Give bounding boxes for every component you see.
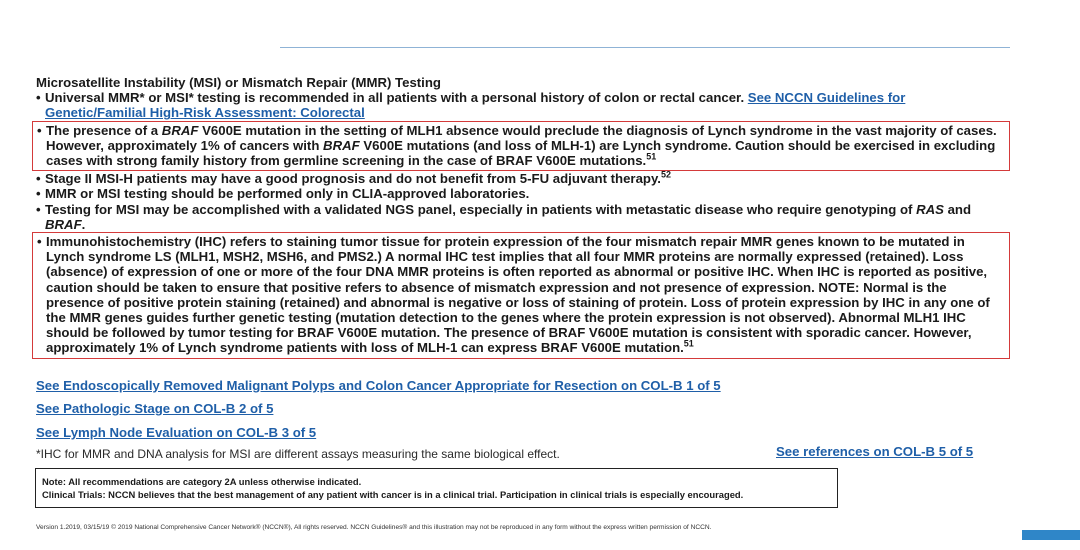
bullet-text: Universal MMR* or MSI* testing is recommended in all patients with a personal history of colon or rectal cancer.: [45, 90, 748, 106]
ihc-footnote: *IHC for MMR and DNA analysis for MSI are different assays measuring the same biological effect.: [36, 447, 560, 461]
gene-name: BRAF: [323, 137, 360, 153]
note-clinical-trials: Clinical Trials: NCCN believes that the best management of any patient with cancer is in a clinical trial. Participation in clinical trials is especially encouraged.: [42, 489, 744, 500]
link-references[interactable]: See references on COL-B 5 of 5: [776, 444, 974, 459]
bullet-text: Testing for MSI may be accomplished with a validated NGS panel, especially in patients with metastatic disease who require genotyping of: [45, 201, 917, 217]
bullet-clia: [36, 186, 996, 201]
reference-marker: 51: [646, 151, 657, 162]
bullet-dot: •: [36, 90, 41, 106]
gene-name: RAS: [916, 201, 944, 217]
bullet-ihc-highlight: [32, 232, 1010, 359]
header-divider: [280, 47, 1010, 48]
bullet-ngs-panel: [36, 202, 996, 232]
link-lymph-node-evaluation[interactable]: See Lymph Node Evaluation on COL-B 3 of 5: [36, 425, 317, 440]
version-copyright: Version 1.2019, 03/15/19 © 2019 National Comprehensive Cancer Network® (NCCN®), All rights reserved. NCCN Guidelines® and this illustration may not be reproduced in any form without the express written permission of NCCN.: [36, 524, 712, 531]
note-box: [35, 468, 838, 508]
note-category: Note: All recommendations are category 2A unless otherwise indicated.: [42, 476, 362, 487]
bullet-dot: •: [37, 234, 42, 250]
link-malignant-polyps[interactable]: See Endoscopically Removed Malignant Polyps and Colon Cancer Appropriate for Resection on COL-B 1 of 5: [36, 378, 721, 393]
bullet-dot: •: [36, 201, 41, 217]
bullet-text: Stage II MSI-H patients may have a good prognosis and do not benefit from 5-FU adjuvant therapy.: [45, 171, 661, 187]
section-title: Microsatellite Instability (MSI) or Mismatch Repair (MMR) Testing: [36, 75, 441, 90]
bullet-dot: •: [36, 186, 41, 202]
bullet-text: and: [943, 201, 972, 217]
bullet-universal-testing: [36, 90, 996, 120]
gene-name: BRAF: [161, 122, 199, 138]
bullet-dot: •: [37, 122, 42, 138]
bullet-dot: •: [36, 171, 41, 187]
msi-mmr-section: [36, 75, 996, 359]
reference-marker: 51: [683, 339, 694, 350]
bullet-text: V600E mutation in the setting of MLH1 absence would preclude the diagnosis of Lynch syndrome in the vast majority of cases. However, approximately 1% of cancers with: [46, 122, 997, 153]
bullet-text: The presence of a: [46, 122, 162, 138]
reference-marker: 52: [660, 169, 671, 180]
bullet-text: MMR or MSI testing should be performed only in CLIA-approved laboratories.: [45, 186, 530, 202]
bullet-text: Immunohistochemistry (IHC) refers to staining tumor tissue for protein expression of the four mismatch repair MMR genes known to be mutated in Lynch syndrome LS (MLH1, MSH2, MSH6, and PMS2.) A normal IHC test implies that all four MMR proteins are normally expressed (retained). Loss (absence) of expression of one or more of the four DNA MMR proteins is often reported as abnormal or positive IHC. When IHC is reported as positive, caution should be taken to ensure that positive refers to absence of mismatch expression and not presence of expression. NOTE: Normal is the presence of positive protein staining (retained) and abnormal is negative or loss of staining of protein. Loss of protein expression by IHC in any one of the MMR genes guides further genetic testing (mutation detection to the genes where the protein expression is not observed). Abnormal MLH1 IHC should be followed by tumor testing for BRAF V600E mutation. The presence of BRAF V600E mutation is consistent with sporadic cancer. However, approximately 1% of Lynch syndrome patients with loss of MLH-1 can express BRAF V600E mutation.: [46, 234, 990, 356]
corner-accent-bar: [1022, 530, 1080, 540]
gene-name: BRAF: [45, 216, 82, 232]
link-pathologic-stage[interactable]: See Pathologic Stage on COL-B 2 of 5: [36, 401, 274, 416]
bullet-text: V600E mutations (and loss of MLH-1) are Lynch syndrome. Caution should be exercised in excluding cases with strong family history from germline screening in the case of BRAF V600E mutations.: [46, 137, 996, 169]
bullet-braf-highlight: [32, 121, 1010, 172]
bullet-stage-ii: [36, 171, 996, 186]
link-genetic-familial-guidelines[interactable]: See NCCN Guidelines for Genetic/Familial High-Risk Assessment: Colorectal: [45, 90, 906, 121]
bullet-text: .: [81, 216, 86, 232]
